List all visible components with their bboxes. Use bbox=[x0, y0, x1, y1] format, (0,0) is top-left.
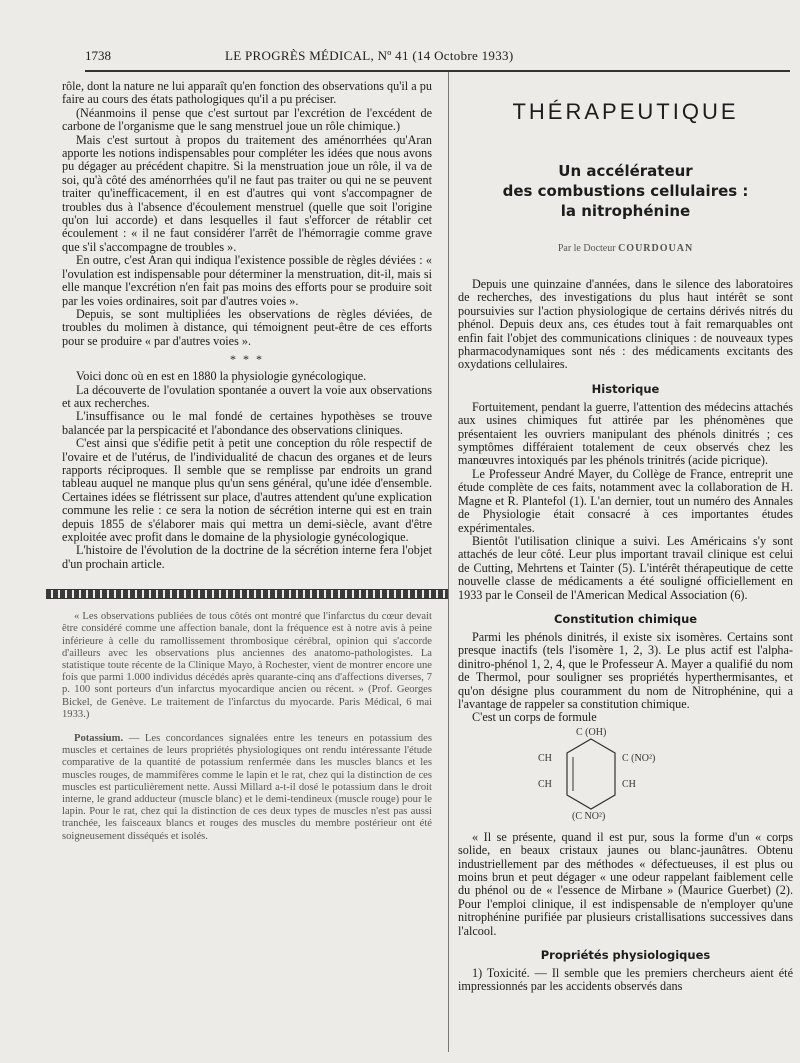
paragraph: L'insuffisance ou le mal fondé de certaines hypothèses se trouve balancée par la perspicacité et l'abondance des observations cliniques. bbox=[62, 409, 432, 437]
byline bbox=[458, 243, 793, 254]
paragraph: Parmi les phénols dinitrés, il existe six isomères. Certains sont presque inactifs (tels l'isomère 1, 2, 3). Le plus actif est l'alpha-dinitro-phénol 1, 2, 4, que le Professeur A. Mayer a qualifié du nom de Thermol, pour souligner ses propriétés hyperthermisantes, et qu'on désigne plus couramment du nom de Nitrophénine, qui a l'avantage de rappeler sa constitution chimique. bbox=[458, 629, 793, 711]
formula-left-upper: CH bbox=[538, 752, 552, 764]
paragraph: (Néanmoins il pense que c'est surtout par l'excrétion de l'excédent de carbone de l'organisme que le sang menstruel joue un rôle chimique.) bbox=[62, 105, 432, 134]
subheading: Historique bbox=[591, 381, 660, 396]
left-column bbox=[62, 80, 432, 843]
note-potassium bbox=[62, 733, 432, 843]
chemical-formula bbox=[458, 727, 793, 825]
paragraph: La découverte de l'ovulation spontanée a ouvert la voie aux observations et aux recherches. bbox=[62, 382, 432, 410]
formula-top: C (OH) bbox=[576, 726, 607, 738]
paragraph: C'est ainsi que s'édifie petit à petit une conception du rôle respectif de l'ovaire et de l'utérus, de l'individualité de chacun des organes et de leurs rapports réciproques. Il semble que se remplisse par endroits un grand tableau auquel ne manque plus qu'un sens général, qu'une idée d'ensemble. Certaines idées se flétrissent sur place, d'autres attendent qu'une explication commune les relie : ce sera la notion de sécrétion interne qui est en train depuis 1855 de s'élaborer mais qui mettra un demi-siècle, avant d'être exploitée avec profit dans le domaine de la physiologie gynécologique. bbox=[62, 436, 432, 544]
formula-right-lower: CH bbox=[622, 778, 636, 790]
right-column bbox=[458, 85, 793, 994]
column-divider bbox=[448, 72, 449, 1052]
paragraph: Depuis une quinzaine d'années, dans le silence des laboratoires de recherches, des investigations du plus haut intérêt se sont poursuivies sur l'action physiologique de certains dérivés nitrés du phénol. Depuis deux ans, ces études tout à fait remarquables ont enfin fait l'objet des communications cliniques : de nouveaux types pharmacodynamiques sont nés : des médicaments excitants des oxydations cellulaires. bbox=[458, 277, 793, 372]
toxicite-label: 1) Toxicité. bbox=[472, 966, 530, 981]
toxicite-text: — Il semble que les premiers chercheurs aient été impressionnés par les accidents observés dans bbox=[458, 966, 793, 994]
paragraph: Depuis, se sont multipliées les observations de règles déviées, de troubles du molimen à distance, qui témoignent peut-être de ces efforts pour se produire « par d'autres voies ». bbox=[62, 306, 432, 348]
benzene-ring-icon bbox=[563, 737, 619, 813]
paragraph: Voici donc où en est en 1880 la physiologie gynécologique. bbox=[76, 369, 367, 384]
section-title: THÉRAPEUTIQUE bbox=[512, 99, 739, 124]
ornamental-divider bbox=[46, 589, 448, 599]
paragraph: En outre, c'est Aran qui indiqua l'existence possible de règles déviées : « l'ovulation est indispensable pour déterminer la menstruation, dit-il, mais si elle manque l'excrétion n'en fait pas moins des efforts pour se produire soit par les voies ordinaires, soit par d'autres voies ». bbox=[62, 253, 432, 308]
subheading: Propriétés physiologiques bbox=[540, 948, 711, 963]
paragraph: L'histoire de l'évolution de la doctrine de la sécrétion interne fera l'objet d'un prochain article. bbox=[62, 543, 432, 571]
header-rule bbox=[85, 70, 790, 72]
paragraph bbox=[458, 967, 793, 994]
paragraph: Mais c'est surtout à propos du traitement des aménorrhées qu'Aran apporte les notions indispensables pour compléter les idées que nous avons pu dégager au précédent chapitre. Si la menstruation joue un rôle, il va de soi, qu'à côté des aménorrhées qu'il ne faut pas traiter ou qui ne se peuvent traiter qu'inefficacement, il en est d'autres qui vont s'accompagner de troubles dus à l'absence d'écoulement menstruel (quelle que soit l'origine qu'on lui accorde) et dans lesquelles il faut s'efforcer de rétablir cet écoulement : « il ne faut considérer l'arrêt de l'hémorragie comme grave que s'il s'accompagne de troubles ». bbox=[62, 132, 432, 254]
byline-prefix: Par le Docteur bbox=[557, 243, 619, 254]
paragraph: C'est un corps de formule bbox=[472, 710, 597, 725]
paragraph: rôle, dont la nature ne lui apparaît qu'en fonction des observations qu'il a pu faire au cours des états pathologiques qu'il a pu préciser. bbox=[62, 79, 432, 107]
notes-block bbox=[62, 611, 432, 843]
formula-left-lower: CH bbox=[538, 778, 552, 790]
paragraph: Bientôt l'utilisation clinique a suivi. Les Américains s'y sont attachés de leur côté. Leur plus important travail clinique est celui de Cutting, Mehrtens et Tainter (5). L'intérêt thérapeutique de cette nouvelle classe de médicaments a été souligné officiellement en 1933 par le Conseil de l'American Medical Association (6). bbox=[458, 533, 793, 602]
formula-right-upper: C (NO²) bbox=[622, 752, 656, 764]
article-title-line: Un accélérateur bbox=[558, 162, 693, 180]
author-name: COURDOUAN bbox=[618, 243, 694, 254]
page-header bbox=[85, 48, 790, 68]
formula-bottom: (C NO²) bbox=[572, 810, 606, 822]
note-infarctus: « Les observations publiées de tous côtés ont montré que l'infarctus du cœur devait être considéré comme une affection banale, dont la fréquence est à notre avis à peine inférieure à celle du ramollissement thrombosique cérébral, opinion qui s'accorde d'ailleurs avec les observations plus anciennes des anatomo-pathologistes. La statistique toute récente de la Clinique Mayo, à Rochester, vient de montrer encore une fois que parmi 1.000 individus décédés après quarante-cinq ans d'affections diverses, 7 p. 100 sont porteurs d'un infarctus myocardique ancien ou récent. » (Prof. Georges Bickel, de Genève. Le traitement de l'infarctus du myocarde. Paris Médical, 6 mai 1933.) bbox=[62, 611, 432, 720]
running-title: LE PROGRÈS MÉDICAL, Nº 41 (14 Octobre 1933) bbox=[225, 48, 514, 63]
paragraph: Le Professeur André Mayer, du Collège de France, entreprit une étude complète de ces faits, notamment avec la collaboration de H. Magne et R. Plantefol (1). L'an dernier, tout un numéro des Annales de Physiologie était consacré à ces importantes études expérimentales. bbox=[458, 466, 793, 535]
subheading: Constitution chimique bbox=[553, 611, 698, 626]
note-text: — Les concordances signalées entre les teneurs en potassium des muscles et certaines de leurs propriétés physiologiques ont rendu intéressante l'étude comparative de la quantité de potassium renfermée dans les muscles blancs et les muscles rouges, de mammifères comme le lapin et le rat, chez qui la distinction de ces muscles est particulièrement nette. Aussi Millard a-t-il dosé le potassium dans le droit interne, le grand adducteur (muscle blanc) et le demi-tendineux (muscle rouge) pour le lapin. Pour le rat, chez qui la distinction de ces deux types de muscles n'est pas aussi tranchée, les faisceaux blancs et rouges des muscles du membre postérieur ont été soigneusement disséqués et isolés. bbox=[62, 733, 432, 842]
article-title-line: la nitrophénine bbox=[560, 202, 691, 220]
paragraph: Fortuitement, pendant la guerre, l'attention des médecins attachés aux usines chimiques fut attirée par les phénomènes que présentaient les ouvriers manipulant des phénols dinitrés ; ces symptômes différaient totalement de ceux observés chez les manœuvres intoxiqués par les phénols trinitrés (acide picrique). bbox=[458, 399, 793, 468]
asterism: * * * bbox=[230, 352, 264, 367]
note-lead: Potassium. bbox=[74, 733, 124, 745]
page-number: 1738 bbox=[85, 48, 111, 63]
article-title-line: des combustions cellulaires : bbox=[502, 182, 749, 200]
quote-paragraph: « Il se présente, quand il est pur, sous la forme d'un « corps solide, en beaux cristaux jaunes ou blanc-jaunâtres. Obtenu industriellement par des méthodes « défectueuses, il est plus ou moins brun et peut dégager « une odeur rappelant faiblement celle du phénol ou de « l'essence de Mirbane » (Maurice Guerbet) (2). Pour l'emploi clinique, il est indispensable de n'employer qu'une nitrophénine purifiée par plusieurs cristallisations successives dans l'alcool. bbox=[458, 829, 793, 938]
